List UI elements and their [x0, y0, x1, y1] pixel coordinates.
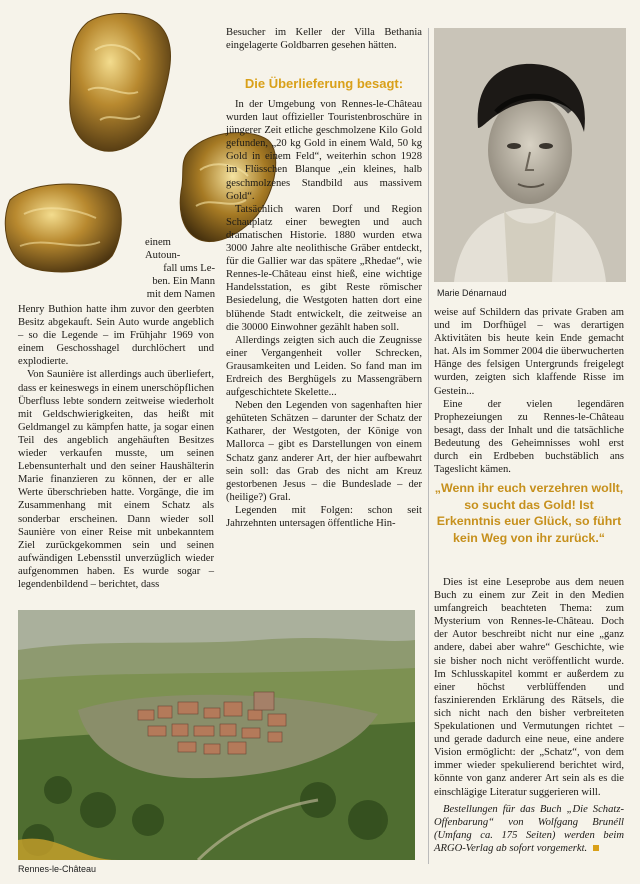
col2-paragraph: In der Umgebung von Rennes-le-Château wurden laut offizieller Touristenbroschüre in jüngerer Zeit etliche geschmolzene Kilo Gold gefunden, „20 kg Gold in einem Wald, 50 kg Gold in einem Feld“, weiterhin schon 1928 im Flüsschen Blanque „ein kleines, halb geschmolzenes Standbild aus massivem Gold“.	[226, 99, 422, 202]
column-1	[18, 303, 214, 591]
aerial-photo-drawing	[18, 610, 415, 860]
aerial-photo	[18, 610, 415, 860]
col1-wrap-line: einem	[145, 237, 171, 248]
order-note-text: Bestellungen für das Buch „Die Schatz-Offenbarung“ von Wolfgang Brunéll (Umfang ca. 175 Seiten) werden beim ARGO-Verlag ab sofort vorgemerkt.	[434, 803, 624, 854]
order-note	[434, 803, 624, 855]
col1-wrap-line: Autoun-	[145, 250, 181, 262]
end-mark-square	[593, 845, 599, 851]
col2-paragraph: Allerdings zeigten sich auch die Zeugnisse einer Vergangenheit voller Schrecken, Grausamkeiten und Leiden. So fand man im Erdreich des Berghügels zu Massengräbern aufgeschichtete Skelette...	[226, 334, 422, 399]
col2-intro: Besucher im Keller der Villa Bethania eingelagerte Goldbarren gesehen hätten.	[226, 27, 422, 52]
col2-paragraph: Legenden mit Folgen: schon seit Jahrzehnten untersagen öffentliche Hin-	[226, 504, 422, 529]
col1-wrap-line: fall ums Le-	[163, 263, 215, 275]
section-heading: Die Überlieferung besagt:	[244, 76, 404, 91]
column-divider	[428, 28, 429, 864]
col1-wrap-line: ben. Ein Mann	[152, 276, 215, 288]
col3-paragraph: weise auf Schildern das private Graben am und im Dorfhügel – was derartigen Aktivitäten bis heute kein Ende gemacht hat. Als im Sommer 2004 die überwucherten Hänge des felsigen Untergrunds freigelegt wurden, zeigten sich klaffende Risse im Gestein...	[434, 307, 624, 397]
portrait-photo	[434, 28, 626, 282]
col2-paragraph: Tatsächlich waren Dorf und Region Schauplatz einer bewegten und auch dramatischen Historie. 1880 wurden etwa 3000 Jahre alte neolithische Gräber entdeckt, für die Gallier war das spätere „Rhedae“, wie Rennes-le-Château einst hieß, eine wichtige Handelsstation, es gibt Reste römischer Besiedelung, die Westgoten hatten dort eine blühende Stadt entwickelt, die zeitweise an die 30000 Einwohner gezählt haben soll.	[226, 203, 422, 333]
col1-paragraph: Von Saunière ist allerdings auch überliefert, dass er keineswegs in einem unerschöpflichen Überfluss lebte sondern zeitweise wiederholt mit Geldschwierigkeiten, das heißt mit Geldmangel zu kämpfen hatte, ja sogar einen Teil des angeblich angehäuften Besitzes wieder verkaufen musste, um seinen Lebensunterhalt und den seiner Haushälterin Marie finanzieren zu können, der er alle Werte überschrieben hatte. Vorgänge, die im Zusammenhang mit einem Schatz als sonderbar erscheinen. Dann wieder soll Saunière von einer Reise mit unbekanntem Ziel zurückgekommen sein und seinen aufwändigen Lebensstil unverzüglich wieder aufgenommen haben. Es wurde sogar – legendenbildend – berichtet, dass	[18, 369, 214, 590]
pull-quote: „Wenn ihr euch verzehren wollt, so sucht das Gold! Ist Erkenntnis euer Glück, so führt kein Weg von ihr zurück.“	[434, 481, 624, 545]
aerial-caption: Rennes-le-Château	[18, 864, 97, 874]
gold-nugget-1	[70, 13, 171, 151]
col1-paragraph: Henry Buthion hatte ihm zuvor den geerbten Besitz abgekauft. Sein Auto wurde angeblich – so die Legende – im Frühjahr 1969 von einem Geschosshagel durchlöchert und explodierte.	[18, 304, 214, 368]
col2-paragraph: Neben den Legenden von sagenhaften hier gehüteten Schätzen – darunter der Schatz der Katharer, der Westgoten, der Könige von Mallorca – gibt es Darstellungen von einem Schatz ganz anderer Art, der hier aufbewahrt sein soll: das Grab des nicht am Kreuz gestorbenen Jesus – die Bundeslade – der (heilige?) Gral.	[226, 400, 422, 503]
portrait-caption: Marie Dénarnaud	[437, 288, 507, 298]
column-3	[434, 306, 624, 476]
column-3-continued	[434, 576, 624, 855]
col3-paragraph: Eine der vielen legendären Prophezeiungen zu Rennes-le-Château besagt, dass der Inhalt und die tatsächliche Bedeutung des Geheimnisses wohl erst durch ein Erdbeben buchstäblich ans Tageslicht kämen.	[434, 398, 624, 476]
column-2	[226, 98, 422, 530]
col1-wrap-lines	[145, 236, 215, 301]
portrait-photo-drawing	[434, 28, 626, 282]
column-2-intro	[226, 26, 422, 52]
col1-wrap-line: mit dem Namen	[146, 289, 215, 301]
col3-paragraph: Dies ist eine Leseprobe aus dem neuen Buch zu einem zur Zeit in den Medien umfangreich beachteten Thema: zum Mysterium von Rennes-le-Château. Doch der Autor beschreibt nicht nur eine „ganz andere, dabei aber wahre“ Geschichte, wie sie bisher noch nicht veröffentlicht wurde. Im Schlusskapitel kommt er außerdem zu einer höchst verblüffenden und faszinierenden Erklärung des Rätsels, die sich nicht nach den bisher verbreiteten Spekulationen und Vermutungen richtet – und gerade dadurch eine neue, eine andere Vision ermöglicht: der „Schatz“, von dem immer wieder spekulierend berichtet wird, könnte von ganz anderer Art sein als es die einschlägige Literatur suggerieren will.	[434, 577, 624, 798]
gold-nugget-3	[5, 184, 121, 272]
